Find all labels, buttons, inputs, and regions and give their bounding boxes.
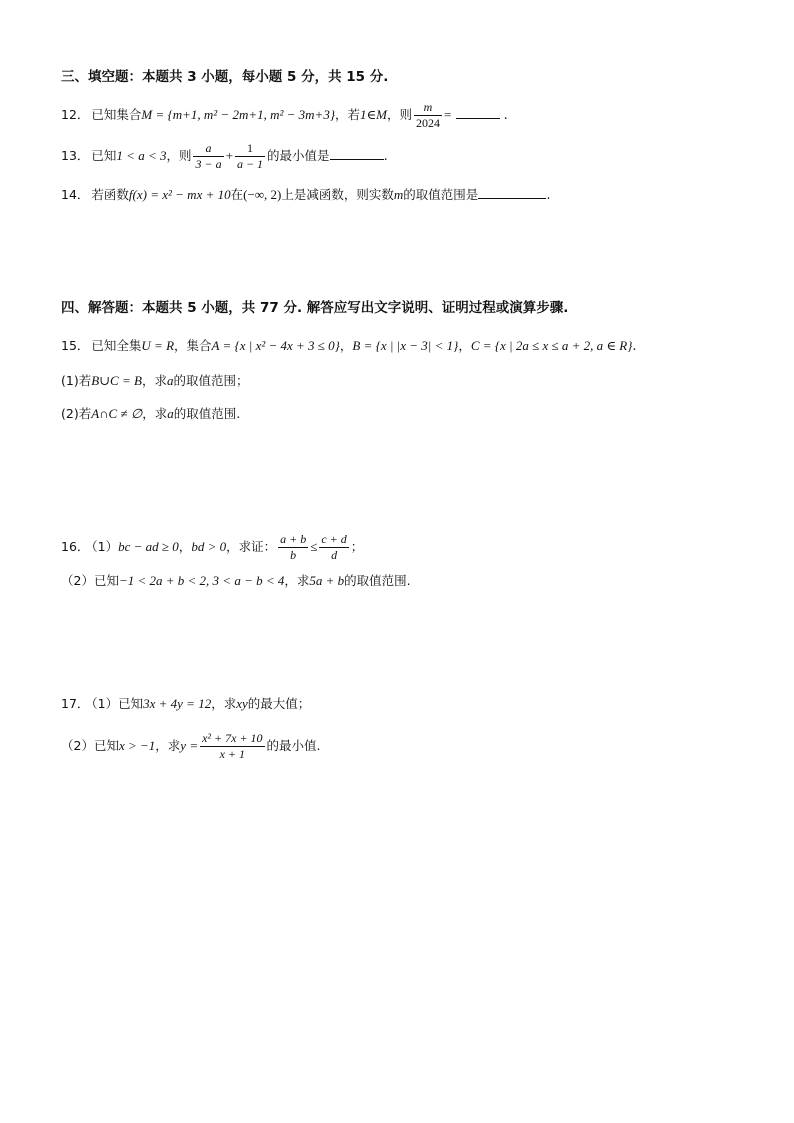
q16-end-1: ； (350, 539, 364, 554)
q12-fraction (414, 100, 442, 131)
q16-expression: 5a + b (309, 573, 345, 588)
q15-sub2-condition: A∩C ≠ ∅ (91, 406, 143, 421)
q17-expression-1: xy (236, 696, 248, 711)
q13-text-2: ，则 (166, 148, 192, 163)
q13-frac1-numerator: a (193, 141, 223, 157)
question-12 (61, 100, 508, 131)
q16-condition-3: −1 < 2a + b < 2, 3 < a − b < 4 (118, 573, 285, 588)
q14-interval: (−∞, 2) (243, 187, 282, 202)
q17-number: 17． (61, 696, 90, 711)
question-13 (61, 141, 388, 172)
q12-text-3: ，则 (387, 107, 413, 122)
q16-sub2-label: （2）已知 (61, 573, 119, 588)
q16-separator: ， (178, 539, 192, 554)
q15-text-2: ，集合 (174, 338, 212, 353)
q17-condition-1: 3x + 4y = 12 (143, 696, 212, 711)
q15-sub1-condition: B∪C = B (91, 373, 142, 388)
q12-answer-blank (456, 106, 500, 119)
q13-text-3: 的最小值是 (267, 148, 330, 163)
q15-sub1-label: (1)若 (61, 373, 92, 388)
q15-sub2-variable: a (167, 406, 174, 421)
q16-frac2-numerator: c + d (321, 532, 347, 546)
q15-sub2-end: 的取值范围. (173, 406, 241, 421)
q17-frac-denominator: x + 1 (219, 747, 246, 761)
q12-end: . (503, 108, 508, 123)
q17-sub2-label: （2）已知 (61, 738, 119, 753)
q13-frac1-denominator: 3 − a (195, 157, 222, 171)
q16-le: ≤ (310, 539, 318, 554)
q15-sub1-end: 的取值范围； (173, 373, 249, 388)
q16-end-2: 的取值范围. (344, 573, 411, 588)
q14-number: 14． (61, 187, 90, 202)
q15-sub1-text: ，求 (141, 373, 167, 388)
q17-end-1: 的最大值； (247, 696, 311, 711)
q15-sub1-variable: a (166, 373, 174, 388)
q17-end-2: 的最小值. (266, 738, 321, 753)
q12-number: 12． (61, 107, 90, 122)
q14-text-4: 的取值范围是 (403, 187, 479, 202)
q16-text-1: ，求证： (226, 539, 277, 554)
q16-fraction-1 (278, 532, 308, 563)
question-14 (61, 185, 550, 206)
q13-fraction-1 (193, 141, 223, 172)
question-17-part-2 (61, 731, 321, 762)
q13-answer-blank (330, 147, 384, 160)
q14-text-1: 若函数 (91, 187, 129, 202)
q13-number: 13． (61, 148, 90, 163)
q16-text-2: ，求 (284, 573, 310, 588)
q17-condition-2: x > −1 (118, 738, 156, 753)
question-17-part-1 (61, 694, 310, 715)
q15-number: 15． (61, 338, 90, 353)
q12-condition: 1∈M (360, 107, 387, 122)
q12-text-1: 已知集合 (91, 107, 142, 122)
q13-frac2-numerator: 1 (235, 141, 265, 157)
q15-set-a: A = {x | x² − 4x + 3 ≤ 0} (211, 338, 340, 353)
question-15-part-2 (61, 404, 240, 425)
q15-set-c: C = {x | 2a ≤ x ≤ a + 2, a ∈ R} (470, 338, 633, 353)
q14-text-3: 上是减函数，则实数 (281, 187, 394, 202)
q15-text-1: 已知全集 (91, 338, 142, 353)
q16-frac1-numerator: a + b (280, 532, 307, 546)
q13-end: . (383, 149, 388, 164)
q17-text-2: ，求 (155, 738, 181, 753)
q15-set-b: B = {x | |x − 3| < 1} (352, 338, 459, 353)
q12-frac-denominator: 2024 (416, 116, 441, 130)
section-4-title: 四、解答题：本题共 5 小题，共 77 分. 解答应写出文字说明、证明过程或演算步骤. (61, 300, 569, 316)
q12-equals: = (444, 107, 452, 122)
q14-answer-blank (478, 186, 546, 199)
q15-universal-set: U = R (141, 338, 175, 353)
q17-text-1: ，求 (211, 696, 237, 711)
q15-end: . (632, 339, 637, 354)
q16-sub1-label: （1） (91, 539, 119, 554)
q12-frac-numerator: m (414, 100, 442, 116)
q13-frac2-denominator: a − 1 (236, 157, 264, 171)
q14-text-2: 在 (230, 187, 244, 202)
q14-function: f(x) = x² − mx + 10 (128, 187, 231, 202)
q13-fraction-2 (235, 141, 265, 172)
q16-condition-2: bd > 0 (191, 539, 227, 554)
q14-end: . (546, 188, 551, 203)
q13-plus: + (225, 148, 233, 163)
q15-separator-1: ， (339, 338, 353, 353)
q16-fraction-2 (319, 532, 348, 563)
q16-frac2-denominator: d (331, 548, 338, 562)
q12-set: M = {m+1, m² − 2m+1, m² − 3m+3} (141, 107, 336, 122)
q15-sub2-text: ，求 (142, 406, 168, 421)
q13-text-1: 已知 (91, 148, 117, 163)
question-16-part-2 (61, 571, 411, 592)
q17-frac-numerator: x² + 7x + 10 (202, 731, 263, 745)
q17-sub1-label: （1）已知 (91, 696, 144, 711)
question-16-part-1 (61, 532, 363, 563)
section-3-title: 三、填空题：本题共 3 小题，每小题 5 分，共 15 分. (61, 69, 389, 85)
q17-y-equals: y = (180, 738, 199, 753)
q15-separator-2: ， (458, 338, 471, 353)
q16-frac1-denominator: b (290, 548, 297, 562)
q13-condition: 1 < a < 3 (116, 148, 167, 163)
q17-fraction (200, 731, 264, 762)
q16-condition-1: bc − ad ≥ 0 (118, 539, 179, 554)
q15-sub2-label: (2)若 (61, 406, 92, 421)
question-15-part-1 (61, 371, 248, 392)
q14-variable: m (393, 187, 404, 202)
q16-number: 16． (61, 539, 90, 554)
question-15 (61, 336, 637, 357)
q12-text-2: ，若 (335, 107, 361, 122)
